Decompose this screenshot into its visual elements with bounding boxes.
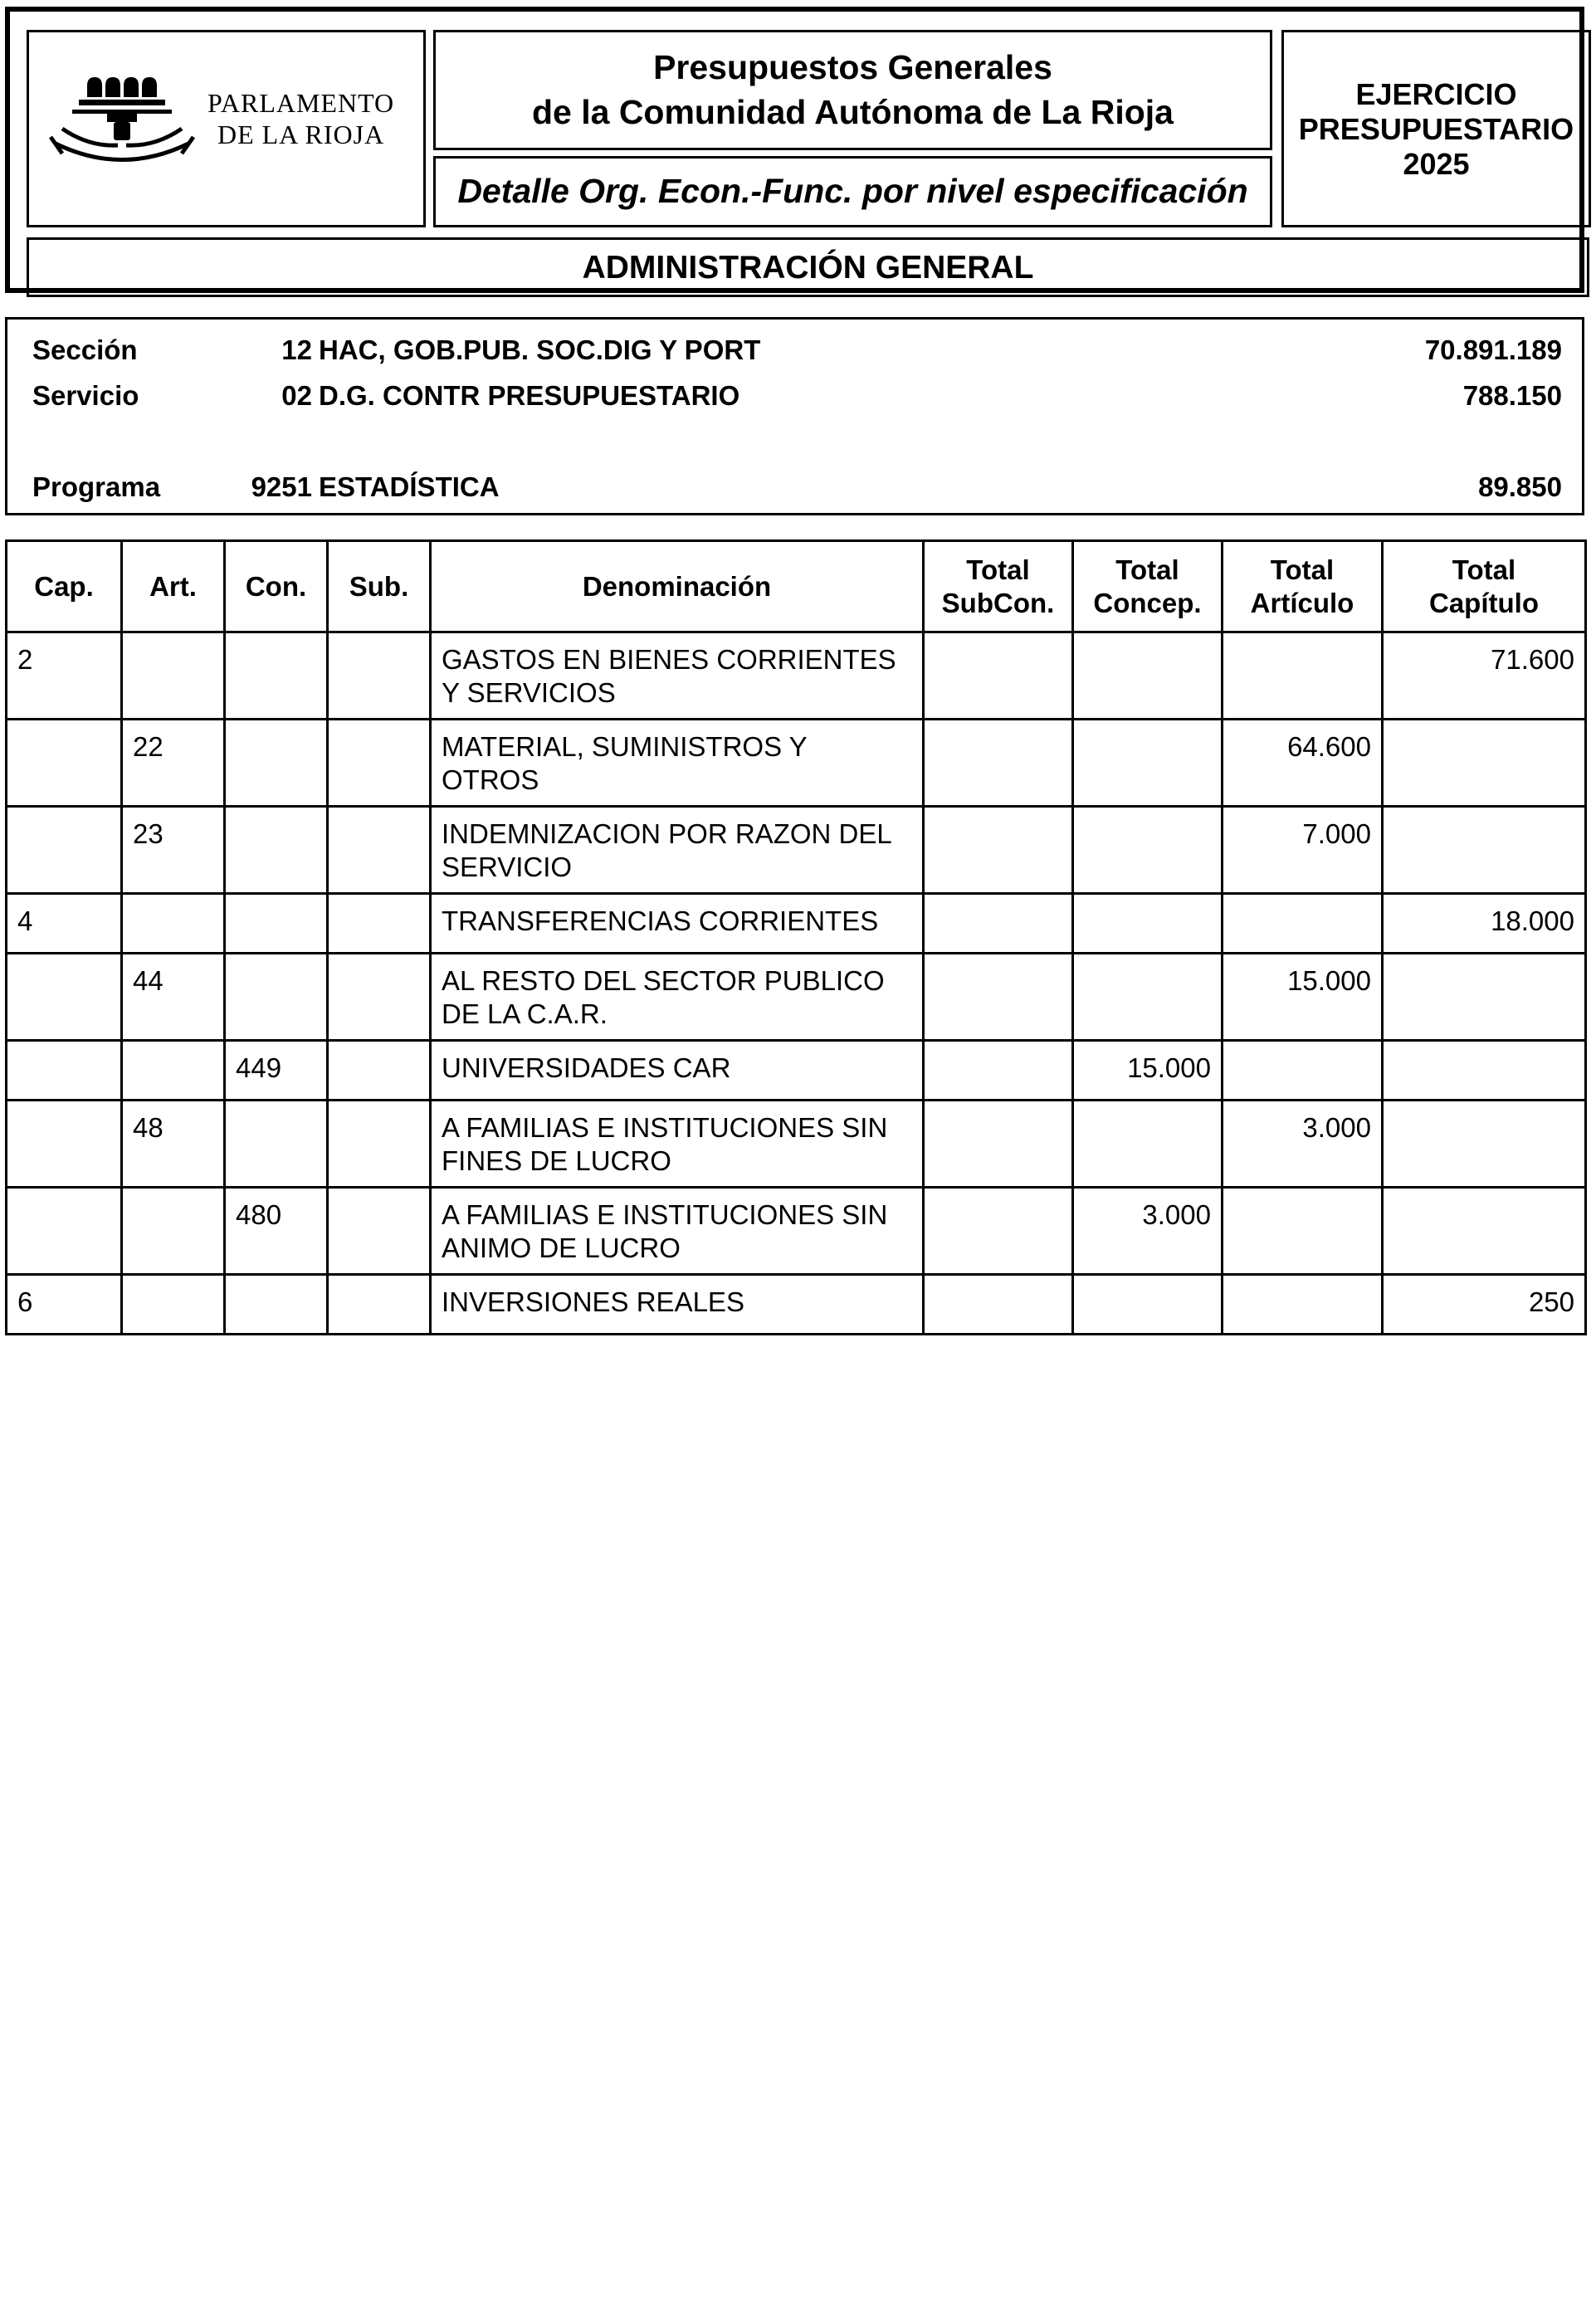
section-name: HAC, GOB.PUB. SOC.DIG Y PORT [319, 334, 761, 365]
table-row [7, 1101, 1586, 1188]
ejercicio-box [1281, 30, 1591, 227]
cell-total-concep: 15.000 [1073, 1041, 1223, 1101]
cell-total-articulo: 64.600 [1223, 720, 1383, 807]
program-name: ESTADÍSTICA [319, 471, 500, 502]
cell-total-subcon [924, 720, 1073, 807]
parliament-name [207, 87, 394, 150]
cell-sub [328, 1275, 431, 1335]
cell-total-articulo [1223, 1041, 1383, 1101]
cell-total-subcon [924, 954, 1073, 1041]
cell-cap [7, 954, 122, 1041]
cell-total-articulo [1223, 894, 1383, 954]
header-con: Con. [225, 541, 328, 632]
cell-con: 480 [225, 1188, 328, 1275]
header-total-subcon-line2: SubCon. [941, 587, 1055, 618]
denominacion-line1: MATERIAL, SUMINISTROS Y [442, 731, 808, 762]
section-amount: 70.891.189 [1424, 334, 1562, 365]
table-row [7, 1188, 1586, 1275]
cell-total-subcon [924, 1188, 1073, 1275]
cell-art: 22 [122, 720, 225, 807]
cell-total-capitulo [1383, 807, 1586, 894]
denominacion-line2: SERVICIO [442, 852, 573, 882]
cell-total-capitulo: 18.000 [1383, 894, 1586, 954]
cell-total-articulo [1223, 632, 1383, 720]
table-row [7, 894, 1586, 954]
cell-con [225, 720, 328, 807]
table-header-row [7, 541, 1586, 632]
header-total-articulo-line2: Artículo [1250, 587, 1354, 618]
header-total-articulo-line1: Total [1270, 554, 1335, 585]
section-label: Sección [32, 334, 138, 365]
header-total-capitulo [1383, 541, 1586, 632]
cell-total-capitulo [1383, 1188, 1586, 1275]
parliament-name-line2: DE LA RIOJA [217, 120, 385, 149]
title-line2: de la Comunidad Autónoma de La Rioja [532, 93, 1174, 131]
cell-cap [7, 720, 122, 807]
header-total-capitulo-line1: Total [1452, 554, 1516, 585]
denominacion-line2: ANIMO DE LUCRO [442, 1233, 681, 1263]
cell-con [225, 1275, 328, 1335]
cell-total-concep [1073, 954, 1223, 1041]
table-row [7, 954, 1586, 1041]
header-cap: Cap. [7, 541, 122, 632]
cell-denominacion [431, 894, 924, 954]
denominacion-line2: DE LA C.A.R. [442, 998, 608, 1029]
cell-art [122, 1041, 225, 1101]
cell-total-concep [1073, 720, 1223, 807]
service-name: D.G. CONTR PRESUPUESTARIO [319, 380, 740, 411]
cell-art [122, 894, 225, 954]
cell-total-subcon [924, 632, 1073, 720]
cell-art [122, 1275, 225, 1335]
cell-sub [328, 720, 431, 807]
header-art: Art. [122, 541, 225, 632]
denominacion-line1: A FAMILIAS E INSTITUCIONES SIN [442, 1112, 888, 1143]
cell-total-capitulo: 250 [1383, 1275, 1586, 1335]
cell-con: 449 [225, 1041, 328, 1101]
cell-sub [328, 894, 431, 954]
header-total-concep-line2: Concep. [1093, 587, 1202, 618]
ejercicio-year: 2025 [1403, 147, 1470, 181]
administration-box [27, 237, 1589, 297]
cell-denominacion [431, 632, 924, 720]
denominacion-line1: INDEMNIZACION POR RAZON DEL [442, 818, 892, 849]
cell-sub [328, 1188, 431, 1275]
cell-denominacion [431, 1041, 924, 1101]
cell-total-concep [1073, 632, 1223, 720]
report-subtitle: Detalle Org. Econ.-Func. por nivel especificación [457, 172, 1248, 210]
cell-total-articulo: 15.000 [1223, 954, 1383, 1041]
cell-denominacion [431, 1275, 924, 1335]
denominacion-line1: A FAMILIAS E INSTITUCIONES SIN [442, 1199, 888, 1230]
cell-cap: 2 [7, 632, 122, 720]
service-code: 02 [281, 380, 312, 411]
cell-con [225, 807, 328, 894]
cell-cap [7, 1188, 122, 1275]
section-row [7, 334, 1582, 368]
header-total-concep-line1: Total [1115, 554, 1179, 585]
cell-art: 48 [122, 1101, 225, 1188]
cell-total-capitulo: 71.600 [1383, 632, 1586, 720]
cell-total-subcon [924, 894, 1073, 954]
cell-art [122, 1188, 225, 1275]
header-total-capitulo-line2: Capítulo [1429, 587, 1539, 618]
table-row [7, 1041, 1586, 1101]
cell-art [122, 632, 225, 720]
denominacion-line1: GASTOS EN BIENES CORRIENTES [442, 644, 896, 675]
cell-sub [328, 954, 431, 1041]
parliament-logo-icon [39, 64, 205, 188]
cell-con [225, 954, 328, 1041]
header-total-subcon-line1: Total [966, 554, 1030, 585]
section-code: 12 [281, 334, 312, 365]
service-row [7, 380, 1582, 413]
cell-denominacion [431, 1188, 924, 1275]
cell-sub [328, 1041, 431, 1101]
header-sub: Sub. [328, 541, 431, 632]
program-code: 9251 [251, 471, 312, 502]
program-row [7, 471, 1582, 505]
cell-total-articulo: 7.000 [1223, 807, 1383, 894]
cell-art: 44 [122, 954, 225, 1041]
cell-cap: 4 [7, 894, 122, 954]
cell-total-subcon [924, 1101, 1073, 1188]
cell-denominacion [431, 954, 924, 1041]
denominacion-line1: UNIVERSIDADES CAR [442, 1052, 731, 1083]
cell-con [225, 894, 328, 954]
table-row [7, 720, 1586, 807]
service-label: Servicio [32, 380, 139, 411]
title-line1: Presupuestos Generales [653, 48, 1052, 86]
logo-box [27, 30, 426, 227]
cell-sub [328, 632, 431, 720]
cell-total-capitulo [1383, 954, 1586, 1041]
cell-total-articulo [1223, 1275, 1383, 1335]
denominacion-line2: OTROS [442, 764, 539, 795]
cell-total-concep [1073, 894, 1223, 954]
cell-total-capitulo [1383, 1041, 1586, 1101]
document-header [5, 7, 1584, 293]
ejercicio-line1: EJERCICIO [1355, 77, 1517, 111]
cell-total-articulo: 3.000 [1223, 1101, 1383, 1188]
table-row [7, 807, 1586, 894]
cell-con [225, 1101, 328, 1188]
denominacion-line1: INVERSIONES REALES [442, 1286, 744, 1317]
cell-art: 23 [122, 807, 225, 894]
cell-sub [328, 1101, 431, 1188]
denominacion-line1: AL RESTO DEL SECTOR PUBLICO [442, 965, 885, 996]
classification-block [5, 317, 1584, 515]
budget-table [5, 539, 1587, 1335]
cell-denominacion [431, 1101, 924, 1188]
cell-cap: 6 [7, 1275, 122, 1335]
header-total-articulo [1223, 541, 1383, 632]
subtitle-box [433, 156, 1272, 227]
header-total-subcon [924, 541, 1073, 632]
cell-total-concep [1073, 1275, 1223, 1335]
cell-total-subcon [924, 1041, 1073, 1101]
program-label: Programa [32, 471, 161, 502]
table-row [7, 1275, 1586, 1335]
cell-con [225, 632, 328, 720]
parliament-name-line1: PARLAMENTO [207, 88, 395, 118]
header-denominacion: Denominación [431, 541, 924, 632]
cell-total-concep [1073, 807, 1223, 894]
ejercicio-line2: PRESUPUESTARIO [1298, 112, 1574, 146]
program-amount: 89.850 [1478, 471, 1562, 502]
cell-total-articulo [1223, 1188, 1383, 1275]
cell-denominacion [431, 807, 924, 894]
cell-total-concep: 3.000 [1073, 1188, 1223, 1275]
cell-cap [7, 807, 122, 894]
denominacion-line2: FINES DE LUCRO [442, 1145, 671, 1176]
cell-cap [7, 1041, 122, 1101]
title-box [433, 30, 1272, 150]
denominacion-line2: Y SERVICIOS [442, 677, 616, 708]
cell-total-subcon [924, 807, 1073, 894]
cell-cap [7, 1101, 122, 1188]
cell-sub [328, 807, 431, 894]
denominacion-line1: TRANSFERENCIAS CORRIENTES [442, 905, 879, 936]
administration-title: ADMINISTRACIÓN GENERAL [582, 250, 1034, 286]
cell-total-capitulo [1383, 1101, 1586, 1188]
table-row [7, 632, 1586, 720]
cell-total-capitulo [1383, 720, 1586, 807]
header-total-concep [1073, 541, 1223, 632]
cell-total-concep [1073, 1101, 1223, 1188]
cell-total-subcon [924, 1275, 1073, 1335]
cell-denominacion [431, 720, 924, 807]
service-amount: 788.150 [1462, 380, 1562, 411]
